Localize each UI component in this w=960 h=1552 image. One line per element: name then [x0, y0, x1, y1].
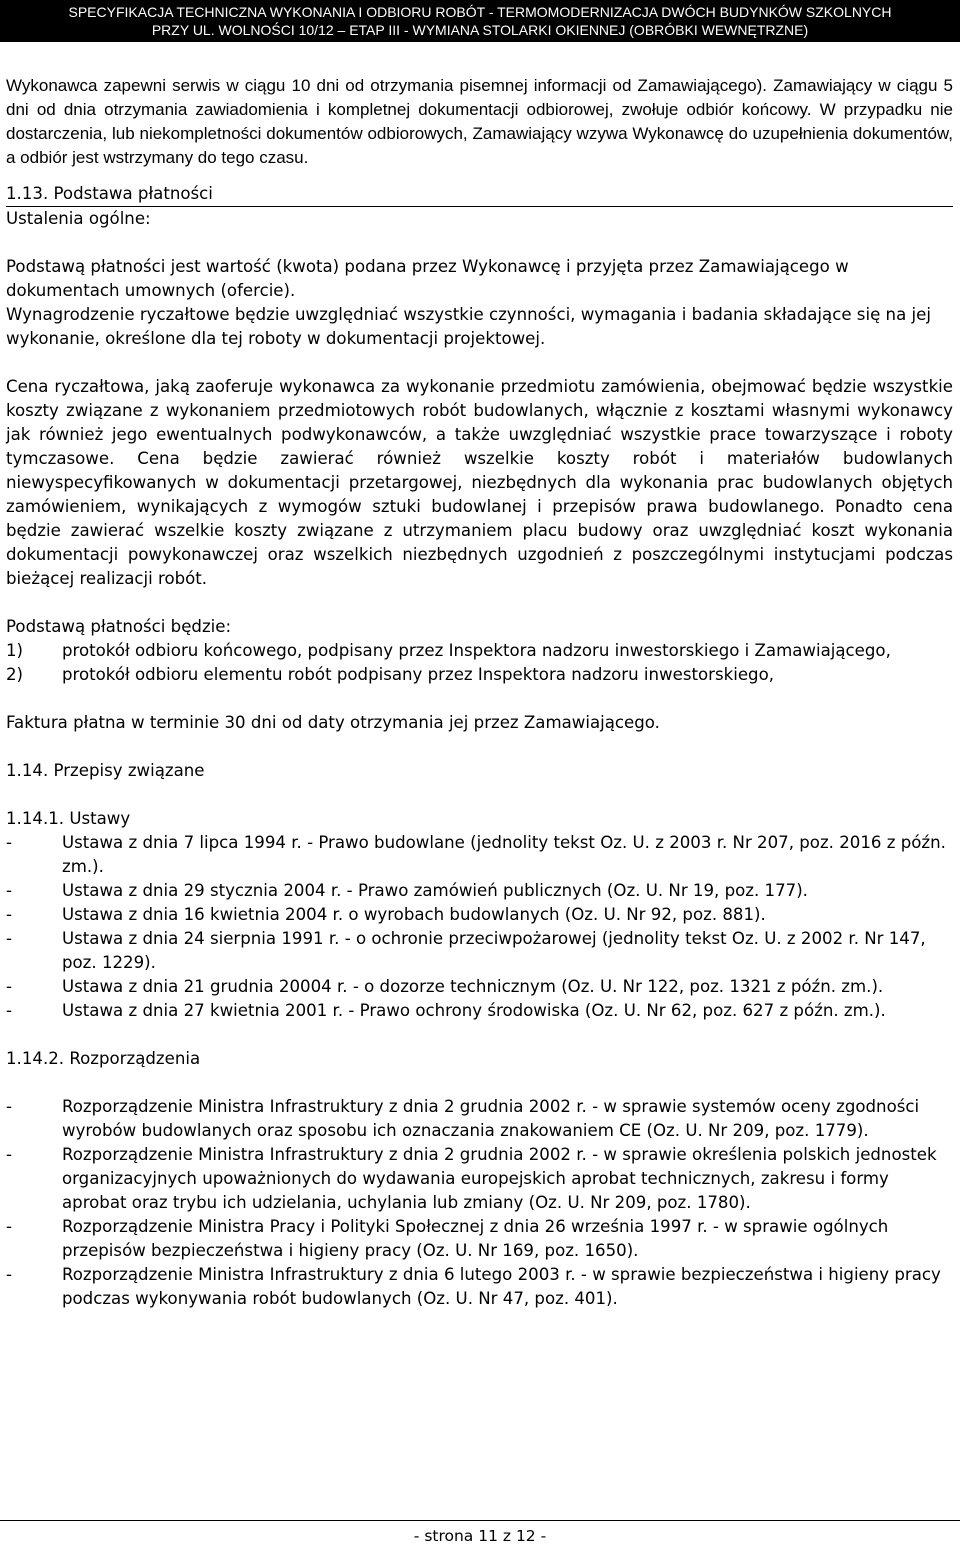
header-line-1: SPECYFIKACJA TECHNICZNA WYKONANIA I ODBIORU ROBÓT - TERMOMODERNIZACJA DWÓCH BUDYNKÓW SZKOLNYCH	[68, 4, 892, 20]
list-text: Ustawa z dnia 7 lipca 1994 r. - Prawo budowlane (jednolity tekst Oz. U. z 2003 r. Nr 207, poz. 2016 z późn. zm.).	[62, 833, 946, 876]
document-body	[6, 74, 953, 1311]
intro-text-1: Wykonawca zapewni serwis w ciągu 10 dni od otrzymania pisemnej informacji od Zamawiającego). Zamawiający w ciągu 5 dni od dnia otrzymania zawiadomienia i kompletnej dokumentacji odbiorowej, zwołuje odbiór końcowy.	[6, 76, 953, 119]
lump-sum-paragraph: Wynagrodzenie ryczałtowe będzie uwzględniać wszystkie czynności, wymagania i badania składające się na jej wykonanie, określone dla tej roboty w dokumentacji projektowej.	[6, 305, 931, 348]
regulations-heading: 1.14.2. Rozporządzenia	[6, 1049, 201, 1068]
list-marker: 1)	[6, 641, 24, 660]
list-text: Ustawa z dnia 24 sierpnia 1991 r. - o ochronie przeciwpożarowej (jednolity tekst Oz. U. z 2002 r. Nr 147, poz. 1229).	[62, 929, 926, 972]
list-text: Rozporządzenie Ministra Infrastruktury z dnia 2 grudnia 2002 r. - w sprawie określenia polskich jednostek organizacyjnych upoważnionych do wydawania europejskich aprobat technicznych, zakresu i formy aprobat oraz trybu ich udzielania, uchylania lub zmiany (Oz. U. Nr 209, poz. 1780).	[62, 1145, 937, 1212]
page-footer	[0, 1520, 960, 1545]
list-text: Ustawa z dnia 16 kwietnia 2004 r. o wyrobach budowlanych (Oz. U. Nr 92, poz. 881).	[62, 905, 766, 924]
list-item	[6, 639, 953, 663]
header-line-2: PRZY UL. WOLNOŚCI 10/12 – ETAP III - WYMIANA STOLARKI OKIENNEJ (OBRÓBKI WEWNĘTRZNE)	[151, 22, 809, 38]
list-marker: -	[6, 929, 12, 948]
list-marker: -	[6, 1001, 12, 1020]
list-item	[6, 1215, 953, 1263]
list-text: Rozporządzenie Ministra Infrastruktury z dnia 2 grudnia 2002 r. - w sprawie systemów oceny zgodności wyrobów budowlanych oraz sposobu ich oznaczania znakowaniem CE (Oz. U. Nr 209, poz. 1779).	[62, 1097, 920, 1140]
page-number: - strona 11 z 12 -	[413, 1527, 547, 1545]
lump-sum-price-paragraph: Cena ryczałtowa, jaką zaoferuje wykonawca za wykonanie przedmiotu zamówienia, obejmować będzie wszystkie koszty związane z wykonaniem przedmiotowych robót budowlanych, włącznie z kosztami własnymi wykonawcy jak również jego ewentualnych podwykonawców, a także uwzględniać wszystkie prace towarzyszące i roboty tymczasowe. Cena będzie zawierać również wszelkie koszty robót i materiałów budowlanych niewyspecyfikowanych w dokumentacji przetargowej, niezbędnych dla wykonania prac budowlanych objętych zamówieniem, wynikających z wymogów sztuki budowlanej i przepisów prawa budowlanego. Ponadto cena będzie zawierać wszelkie koszty związane z utrzymaniem placu budowy oraz uwzględniać koszt wykonania dokumentacji powykonawczej oraz wszelkich niezbędnych uzgodnień z poszczególnymi instytucjami podczas bieżącej realizacji robót.	[6, 377, 953, 588]
list-item	[6, 831, 953, 879]
subheading-general: Ustalenia ogólne:	[6, 209, 151, 228]
acts-heading: 1.14.1. Ustawy	[6, 809, 131, 828]
list-marker: -	[6, 881, 12, 900]
list-item	[6, 903, 953, 927]
list-marker: 2)	[6, 665, 24, 684]
list-text: Ustawa z dnia 27 kwietnia 2001 r. - Prawo ochrony środowiska (Oz. U. Nr 62, poz. 627 z późn. zm.).	[62, 1001, 886, 1020]
invoice-paragraph: Faktura płatna w terminie 30 dni od daty otrzymania jej przez Zamawiającego.	[6, 713, 660, 732]
section-heading-1-14: 1.14. Przepisy związane	[6, 761, 205, 780]
list-marker: -	[6, 833, 12, 852]
list-item	[6, 879, 953, 903]
list-item	[6, 1263, 953, 1311]
list-text: Ustawa z dnia 21 grudnia 20004 r. - o dozorze technicznym (Oz. U. Nr 122, poz. 1321 z późn. zm.).	[62, 977, 884, 996]
list-item	[6, 1095, 953, 1143]
list-text: Ustawa z dnia 29 stycznia 2004 r. - Prawo zamówień publicznych (Oz. U. Nr 19, poz. 177).	[62, 881, 808, 900]
list-marker: -	[6, 1097, 12, 1116]
list-text: Rozporządzenie Ministra Pracy i Polityki Społecznej z dnia 26 września 1997 r. - w sprawie ogólnych przepisów bezpieczeństwa i higieny pracy (Oz. U. Nr 169, poz. 1650).	[62, 1217, 889, 1260]
list-item	[6, 975, 953, 999]
intro-paragraph	[6, 74, 953, 170]
list-item	[6, 927, 953, 975]
list-marker: -	[6, 1265, 12, 1284]
list-item	[6, 999, 953, 1023]
list-item	[6, 663, 953, 687]
section-heading-1-13: 1.13. Podstawa płatności	[6, 182, 953, 207]
list-text: protokół odbioru elementu robót podpisany przez Inspektora nadzoru inwestorskiego,	[62, 665, 774, 684]
list-marker: -	[6, 1217, 12, 1236]
list-marker: -	[6, 905, 12, 924]
list-marker: -	[6, 977, 12, 996]
payment-basis-paragraph: Podstawą płatności jest wartość (kwota) podana przez Wykonawcę i przyjęta przez Zamawiającego w dokumentach umownych (ofercie).	[6, 257, 849, 300]
list-text: protokół odbioru końcowego, podpisany przez Inspektora nadzoru inwestorskiego i Zamawiającego,	[62, 641, 891, 660]
intro-text-2: W przypadku nie dostarczenia, lub niekompletności dokumentów odbiorowych, Zamawiający wzywa Wykonawcę do uzupełnienia dokumentów, a odbiór jest wstrzymany do tego czasu.	[6, 100, 953, 167]
list-marker: -	[6, 1145, 12, 1164]
payment-basis-heading: Podstawą płatności będzie:	[6, 617, 232, 636]
document-header	[0, 0, 960, 42]
list-text: Rozporządzenie Ministra Infrastruktury z dnia 6 lutego 2003 r. - w sprawie bezpieczeństwa i higieny pracy podczas wykonywania robót budowlanych (Oz. U. Nr 47, poz. 401).	[62, 1265, 941, 1308]
list-item	[6, 1143, 953, 1215]
